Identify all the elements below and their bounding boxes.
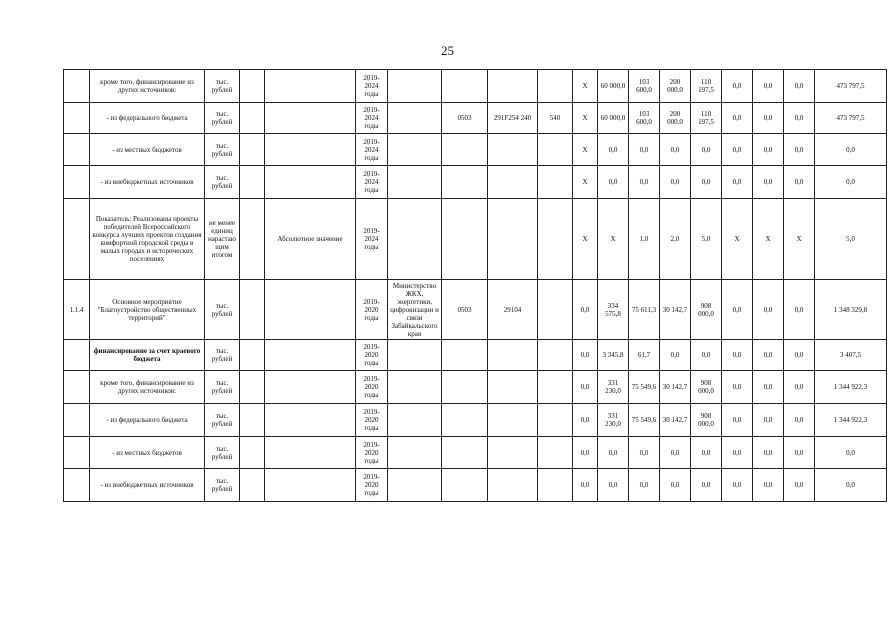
cell-kbk-expense <box>538 280 573 340</box>
cell-empty <box>240 70 265 103</box>
cell-indicator-type <box>265 404 356 437</box>
cell-number <box>64 469 90 502</box>
cell-kbk-expense <box>538 469 573 502</box>
cell-kbk-target: 291F254 240 <box>488 103 538 134</box>
cell-value-2020: 103 600,0 <box>629 70 660 103</box>
cell-kbk-expense <box>538 437 573 469</box>
cell-kbk-target <box>488 437 538 469</box>
cell-value-2020: 0,0 <box>629 166 660 199</box>
table-row <box>64 340 887 371</box>
cell-description: финансирование за счет краевого бюджета <box>90 340 205 371</box>
page-number: 25 <box>441 43 454 58</box>
cell-responsible <box>388 437 442 469</box>
cell-kbk-section: 0503 <box>442 103 488 134</box>
table-row <box>64 70 887 103</box>
cell-value-2024: 0,0 <box>753 166 784 199</box>
cell-indicator-type <box>265 166 356 199</box>
cell-unit: тыс. рублей <box>205 134 240 166</box>
cell-total: 0,0 <box>815 437 887 469</box>
cell-total: 5,0 <box>815 199 887 280</box>
cell-value-2018: 0,0 <box>573 469 598 502</box>
cell-kbk-expense <box>538 404 573 437</box>
table-row <box>64 103 887 134</box>
cell-period: 2019-2024 годы <box>356 134 388 166</box>
cell-value-2018: Х <box>573 103 598 134</box>
cell-value-2019: 0,0 <box>598 134 629 166</box>
cell-description: кроме того, финансирование из других источников: <box>90 371 205 404</box>
cell-value-2020: 1,0 <box>629 199 660 280</box>
cell-empty <box>240 199 265 280</box>
table-body <box>64 70 887 502</box>
cell-value-2025: 0,0 <box>784 280 815 340</box>
cell-value-2021: 0,0 <box>660 166 691 199</box>
cell-value-2021: 200 000,0 <box>660 103 691 134</box>
cell-kbk-expense <box>538 134 573 166</box>
cell-indicator-type <box>265 70 356 103</box>
cell-value-2020: 75 549,6 <box>629 404 660 437</box>
cell-value-2023: 0,0 <box>722 166 753 199</box>
cell-value-2019: 331 230,0 <box>598 371 629 404</box>
cell-value-2024: 0,0 <box>753 280 784 340</box>
cell-indicator-type <box>265 103 356 134</box>
cell-kbk-expense <box>538 166 573 199</box>
cell-total: 0,0 <box>815 469 887 502</box>
cell-value-2019: 0,0 <box>598 166 629 199</box>
cell-value-2019: 331 230,0 <box>598 404 629 437</box>
cell-value-2023: Х <box>722 199 753 280</box>
cell-kbk-target <box>488 199 538 280</box>
table-row <box>64 469 887 502</box>
cell-value-2021: 0,0 <box>660 469 691 502</box>
cell-unit: тыс. рублей <box>205 103 240 134</box>
cell-value-2022: 0,0 <box>691 340 722 371</box>
cell-period: 2019-2020 годы <box>356 437 388 469</box>
cell-responsible <box>388 469 442 502</box>
cell-value-2025: 0,0 <box>784 371 815 404</box>
cell-total: 473 797,5 <box>815 103 887 134</box>
table-row <box>64 134 887 166</box>
cell-empty <box>240 340 265 371</box>
cell-kbk-section: 0503 <box>442 280 488 340</box>
cell-value-2020: 61,7 <box>629 340 660 371</box>
cell-value-2025: 0,0 <box>784 469 815 502</box>
cell-responsible: Министерство ЖКХ, энергетики, цифровизации и связи Забайкальского края <box>388 280 442 340</box>
cell-period: 2019-2024 годы <box>356 166 388 199</box>
cell-value-2022: 908 000,0 <box>691 280 722 340</box>
cell-value-2021: 30 142,7 <box>660 404 691 437</box>
cell-kbk-target <box>488 340 538 371</box>
cell-value-2022: 110 197,5 <box>691 103 722 134</box>
cell-value-2023: 0,0 <box>722 134 753 166</box>
cell-value-2022: 908 000,0 <box>691 404 722 437</box>
cell-description: - из внебюджетных источников <box>90 166 205 199</box>
cell-number: 1.1.4 <box>64 280 90 340</box>
cell-kbk-expense <box>538 199 573 280</box>
cell-number <box>64 199 90 280</box>
cell-value-2020: 75 549,6 <box>629 371 660 404</box>
table-row <box>64 404 887 437</box>
cell-indicator-type: Абсолютное значение <box>265 199 356 280</box>
cell-kbk-target <box>488 166 538 199</box>
cell-description: - из внебюджетных источников <box>90 469 205 502</box>
cell-value-2021: 30 142,7 <box>660 371 691 404</box>
cell-value-2025: 0,0 <box>784 404 815 437</box>
cell-period: 2019-2020 годы <box>356 469 388 502</box>
cell-number <box>64 404 90 437</box>
cell-value-2020: 0,0 <box>629 134 660 166</box>
cell-value-2019: 334 575,8 <box>598 280 629 340</box>
cell-value-2018: Х <box>573 199 598 280</box>
cell-value-2018: 0,0 <box>573 280 598 340</box>
cell-total: 1 344 922,3 <box>815 371 887 404</box>
cell-value-2025: 0,0 <box>784 70 815 103</box>
cell-unit: не менее единиц нарастающим итогом <box>205 199 240 280</box>
cell-indicator-type <box>265 134 356 166</box>
cell-value-2021: 0,0 <box>660 134 691 166</box>
cell-kbk-expense <box>538 340 573 371</box>
cell-value-2018: 0,0 <box>573 437 598 469</box>
cell-value-2019: Х <box>598 199 629 280</box>
cell-value-2022: 0,0 <box>691 134 722 166</box>
cell-kbk-section <box>442 340 488 371</box>
cell-number <box>64 70 90 103</box>
cell-description: Показатель: Реализованы проекты победителей Всероссийского конкурса лучших проектов создания комфортной городской среды в малых городах и исторических поселениях <box>90 199 205 280</box>
cell-value-2023: 0,0 <box>722 340 753 371</box>
cell-indicator-type <box>265 280 356 340</box>
cell-unit: тыс. рублей <box>205 340 240 371</box>
cell-total: 3 407,5 <box>815 340 887 371</box>
cell-value-2025: 0,0 <box>784 103 815 134</box>
table-row <box>64 280 887 340</box>
cell-number <box>64 166 90 199</box>
cell-period: 2019-2024 годы <box>356 70 388 103</box>
cell-value-2019: 60 000,0 <box>598 70 629 103</box>
cell-value-2024: 0,0 <box>753 404 784 437</box>
cell-responsible <box>388 404 442 437</box>
cell-kbk-section <box>442 437 488 469</box>
cell-value-2023: 0,0 <box>722 437 753 469</box>
cell-total: 0,0 <box>815 166 887 199</box>
cell-value-2022: 110 197,5 <box>691 70 722 103</box>
cell-value-2022: 908 000,0 <box>691 371 722 404</box>
cell-value-2024: Х <box>753 199 784 280</box>
cell-kbk-target <box>488 371 538 404</box>
cell-value-2019: 3 345,8 <box>598 340 629 371</box>
cell-description: - из местных бюджетов <box>90 437 205 469</box>
cell-description: Основное мероприятие "Благоустройство общественных территорий" <box>90 280 205 340</box>
cell-value-2018: Х <box>573 166 598 199</box>
cell-value-2025: 0,0 <box>784 437 815 469</box>
cell-value-2023: 0,0 <box>722 103 753 134</box>
cell-kbk-section <box>442 134 488 166</box>
cell-value-2024: 0,0 <box>753 103 784 134</box>
cell-unit: тыс. рублей <box>205 437 240 469</box>
cell-value-2023: 0,0 <box>722 404 753 437</box>
cell-value-2024: 0,0 <box>753 469 784 502</box>
cell-value-2018: 0,0 <box>573 371 598 404</box>
cell-value-2020: 0,0 <box>629 469 660 502</box>
cell-kbk-target <box>488 469 538 502</box>
table-row <box>64 199 887 280</box>
cell-total: 0,0 <box>815 134 887 166</box>
cell-kbk-target <box>488 404 538 437</box>
cell-value-2021: 0,0 <box>660 437 691 469</box>
cell-value-2020: 75 611,3 <box>629 280 660 340</box>
cell-empty <box>240 437 265 469</box>
cell-unit: тыс. рублей <box>205 371 240 404</box>
cell-responsible <box>388 103 442 134</box>
table-row <box>64 437 887 469</box>
cell-empty <box>240 280 265 340</box>
cell-description: - из местных бюджетов <box>90 134 205 166</box>
cell-value-2019: 0,0 <box>598 437 629 469</box>
cell-responsible <box>388 371 442 404</box>
cell-indicator-type <box>265 437 356 469</box>
cell-value-2023: 0,0 <box>722 280 753 340</box>
cell-value-2021: 2,0 <box>660 199 691 280</box>
cell-value-2020: 103 600,0 <box>629 103 660 134</box>
cell-unit: тыс. рублей <box>205 166 240 199</box>
table-row <box>64 166 887 199</box>
cell-value-2024: 0,0 <box>753 371 784 404</box>
cell-value-2022: 0,0 <box>691 469 722 502</box>
cell-total: 1 344 922,3 <box>815 404 887 437</box>
cell-kbk-expense <box>538 70 573 103</box>
cell-total: 473 797,5 <box>815 70 887 103</box>
cell-value-2018: 0,0 <box>573 404 598 437</box>
cell-responsible <box>388 340 442 371</box>
cell-value-2022: 0,0 <box>691 437 722 469</box>
cell-value-2023: 0,0 <box>722 371 753 404</box>
cell-number <box>64 103 90 134</box>
cell-period: 2019-2024 годы <box>356 199 388 280</box>
cell-kbk-section <box>442 469 488 502</box>
cell-kbk-section <box>442 70 488 103</box>
cell-empty <box>240 103 265 134</box>
cell-unit: тыс. рублей <box>205 70 240 103</box>
cell-period: 2019-2020 годы <box>356 404 388 437</box>
cell-unit: тыс. рублей <box>205 404 240 437</box>
cell-kbk-expense: 540 <box>538 103 573 134</box>
cell-responsible <box>388 134 442 166</box>
cell-value-2020: 0,0 <box>629 437 660 469</box>
cell-responsible <box>388 166 442 199</box>
cell-value-2022: 5,0 <box>691 199 722 280</box>
cell-responsible <box>388 199 442 280</box>
cell-kbk-section <box>442 166 488 199</box>
cell-period: 2019-2020 годы <box>356 340 388 371</box>
cell-number <box>64 134 90 166</box>
cell-value-2023: 0,0 <box>722 469 753 502</box>
cell-value-2024: 0,0 <box>753 70 784 103</box>
cell-value-2019: 0,0 <box>598 469 629 502</box>
cell-kbk-expense <box>538 371 573 404</box>
cell-value-2024: 0,0 <box>753 340 784 371</box>
cell-value-2025: Х <box>784 199 815 280</box>
cell-description: - из федерального бюджета <box>90 404 205 437</box>
cell-value-2021: 30 142,7 <box>660 280 691 340</box>
cell-value-2021: 0,0 <box>660 340 691 371</box>
cell-value-2018: Х <box>573 70 598 103</box>
cell-empty <box>240 371 265 404</box>
cell-empty <box>240 404 265 437</box>
budget-table <box>63 69 887 502</box>
cell-responsible <box>388 70 442 103</box>
cell-empty <box>240 166 265 199</box>
cell-number <box>64 437 90 469</box>
cell-empty <box>240 469 265 502</box>
cell-value-2023: 0,0 <box>722 70 753 103</box>
cell-period: 2019-2020 годы <box>356 371 388 404</box>
cell-total: 1 348 329,8 <box>815 280 887 340</box>
table-row <box>64 371 887 404</box>
cell-period: 2019-2024 годы <box>356 103 388 134</box>
cell-value-2025: 0,0 <box>784 340 815 371</box>
cell-kbk-section <box>442 199 488 280</box>
cell-unit: тыс. рублей <box>205 280 240 340</box>
cell-kbk-target <box>488 134 538 166</box>
cell-value-2021: 200 000,0 <box>660 70 691 103</box>
cell-indicator-type <box>265 340 356 371</box>
cell-value-2024: 0,0 <box>753 134 784 166</box>
cell-kbk-target: 29104 <box>488 280 538 340</box>
cell-description: кроме того, финансирование из других источников: <box>90 70 205 103</box>
cell-value-2018: Х <box>573 134 598 166</box>
cell-value-2025: 0,0 <box>784 134 815 166</box>
cell-kbk-section <box>442 404 488 437</box>
cell-value-2018: 0,0 <box>573 340 598 371</box>
cell-unit: тыс. рублей <box>205 469 240 502</box>
cell-indicator-type <box>265 469 356 502</box>
cell-value-2024: 0,0 <box>753 437 784 469</box>
cell-kbk-section <box>442 371 488 404</box>
cell-kbk-target <box>488 70 538 103</box>
cell-indicator-type <box>265 371 356 404</box>
cell-empty <box>240 134 265 166</box>
cell-period: 2019-2020 годы <box>356 280 388 340</box>
cell-description: - из федерального бюджета <box>90 103 205 134</box>
cell-value-2025: 0,0 <box>784 166 815 199</box>
cell-value-2022: 0,0 <box>691 166 722 199</box>
cell-value-2019: 60 000,0 <box>598 103 629 134</box>
cell-number <box>64 371 90 404</box>
cell-number <box>64 340 90 371</box>
